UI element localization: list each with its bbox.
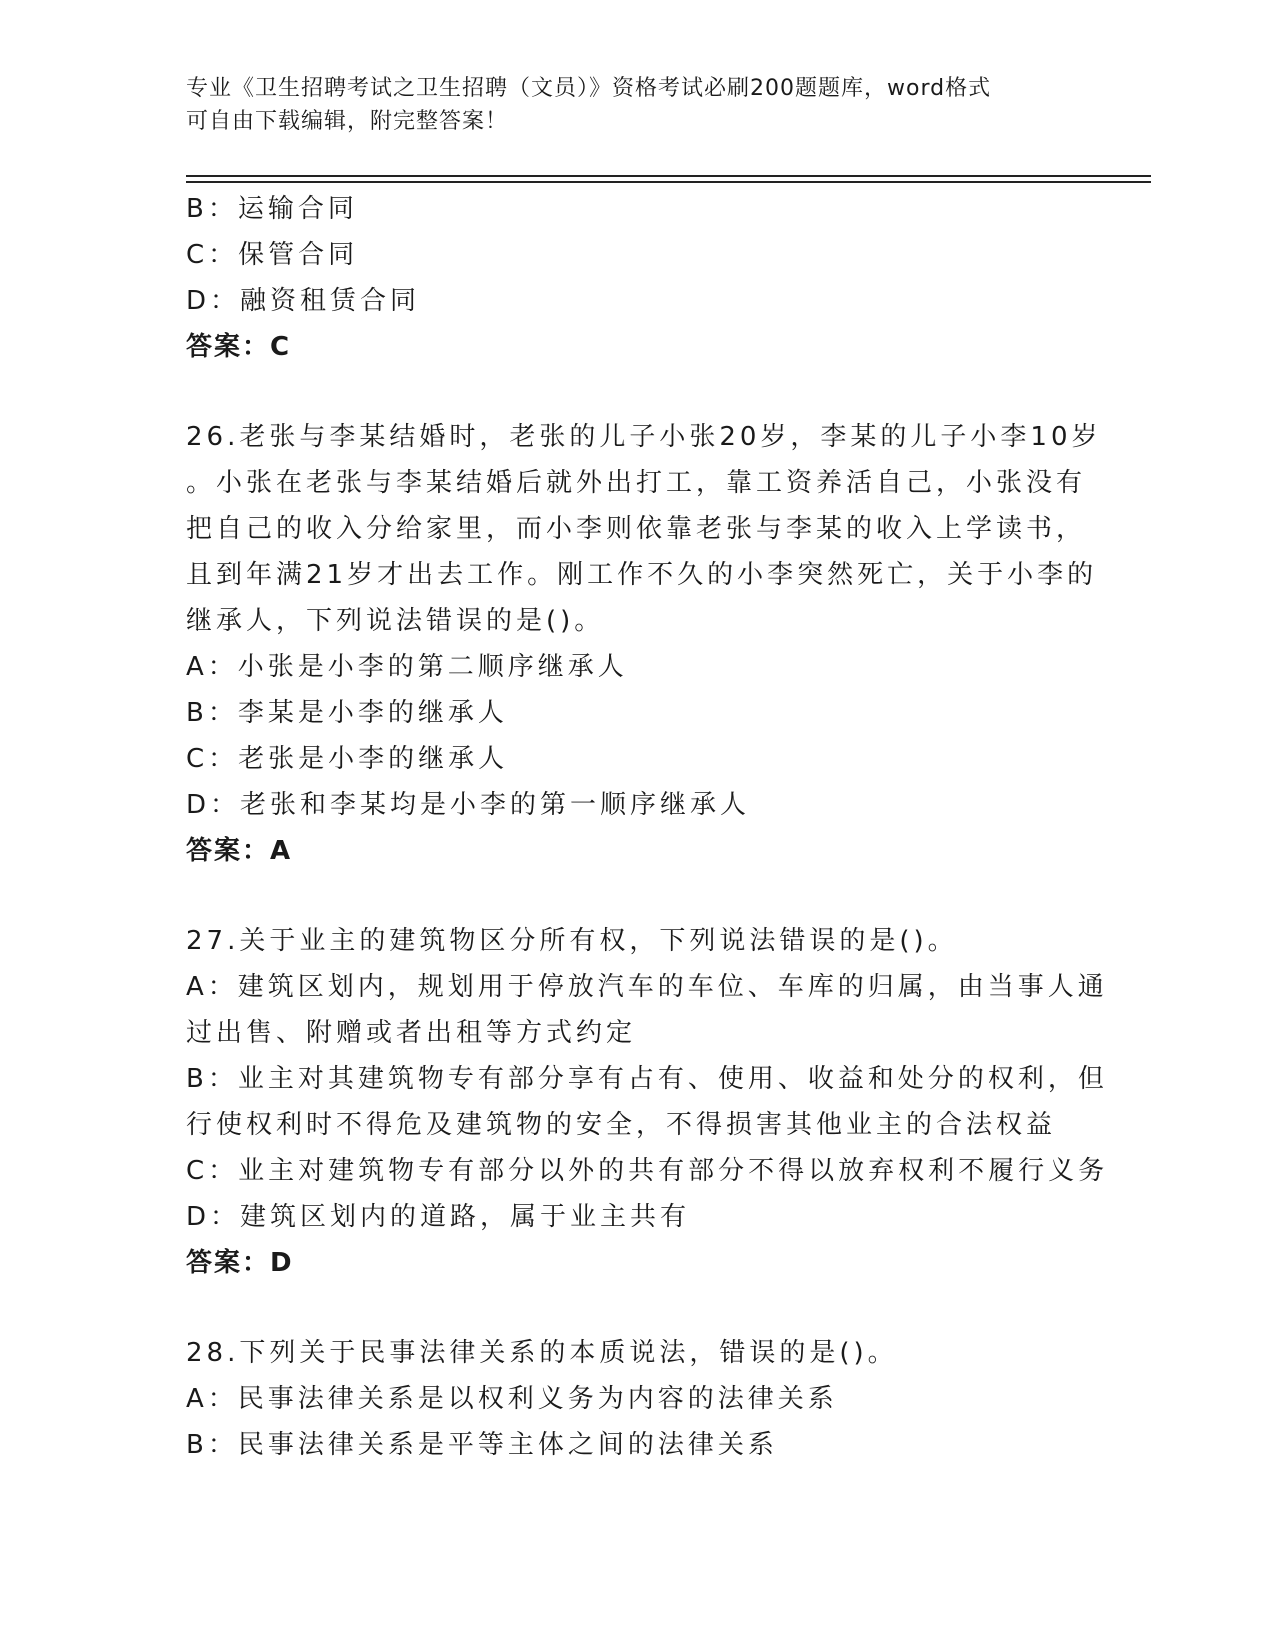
option-b-continued: 行使权利时不得危及建筑物的安全，不得损害其他业主的合法权益 — [186, 1110, 1057, 1140]
question-27 — [186, 918, 1109, 1286]
option-c: C：保管合同 — [186, 240, 359, 270]
question-28 — [186, 1330, 1086, 1468]
question-stem-line: 且到年满21岁才出去工作。刚工作不久的小李突然死亡，关于小李的 — [186, 560, 1098, 590]
option-c: C：业主对建筑物专有部分以外的共有部分不得以放弃权利不履行义务 — [186, 1156, 1109, 1186]
header-divider-bottom — [186, 181, 1151, 183]
answer-line: 答案：A — [186, 836, 293, 866]
question-stem-line: 把自己的收入分给家里，而小李则依靠老张与李某的收入上学读书， — [186, 514, 1087, 544]
header-divider-top — [186, 175, 1151, 177]
header-line-2: 可自由下载编辑，附完整答案！ — [186, 109, 509, 134]
option-d: D：融资租赁合同 — [186, 286, 421, 316]
answer-line: 答案：D — [186, 1248, 294, 1278]
question-stem-line: 26.老张与李某结婚时，老张的儿子小张20岁，李某的儿子小李10岁 — [186, 422, 1102, 452]
option-b: B：运输合同 — [186, 194, 358, 224]
question-spacer — [186, 1286, 1086, 1330]
question-25 — [186, 186, 1086, 370]
document-header — [186, 72, 1066, 138]
option-b: B：李某是小李的继承人 — [186, 698, 508, 728]
header-line-1: 专业《卫生招聘考试之卫生招聘（文员）》资格考试必刷200题题库，word格式 — [186, 76, 992, 101]
question-stem-line: 。小张在老张与李某结婚后就外出打工，靠工资养活自己，小张没有 — [186, 468, 1087, 498]
option-a-continued: 过出售、附赠或者出租等方式约定 — [186, 1018, 637, 1048]
option-a: A：小张是小李的第二顺序继承人 — [186, 652, 628, 682]
option-d: D：老张和李某均是小李的第一顺序继承人 — [186, 790, 751, 820]
question-stem-line: 27.关于业主的建筑物区分所有权，下列说法错误的是()。 — [186, 926, 958, 956]
question-stem-line: 28.下列关于民事法律关系的本质说法，错误的是()。 — [186, 1338, 898, 1368]
question-stem-line: 继承人，下列说法错误的是()。 — [186, 606, 605, 636]
option-a: A：建筑区划内，规划用于停放汽车的车位、车库的归属，由当事人通 — [186, 972, 1108, 1002]
option-d: D：建筑区划内的道路，属于业主共有 — [186, 1202, 691, 1232]
option-c: C：老张是小李的继承人 — [186, 744, 509, 774]
question-spacer — [186, 874, 1086, 918]
option-b: B：业主对其建筑物专有部分享有占有、使用、收益和处分的权利，但 — [186, 1064, 1108, 1094]
option-b: B：民事法律关系是平等主体之间的法律关系 — [186, 1430, 778, 1460]
question-content — [186, 186, 1109, 1468]
option-a: A：民事法律关系是以权利义务为内容的法律关系 — [186, 1384, 838, 1414]
answer-line: 答案：C — [186, 332, 292, 362]
question-spacer — [186, 370, 1086, 414]
question-26 — [186, 414, 1102, 874]
